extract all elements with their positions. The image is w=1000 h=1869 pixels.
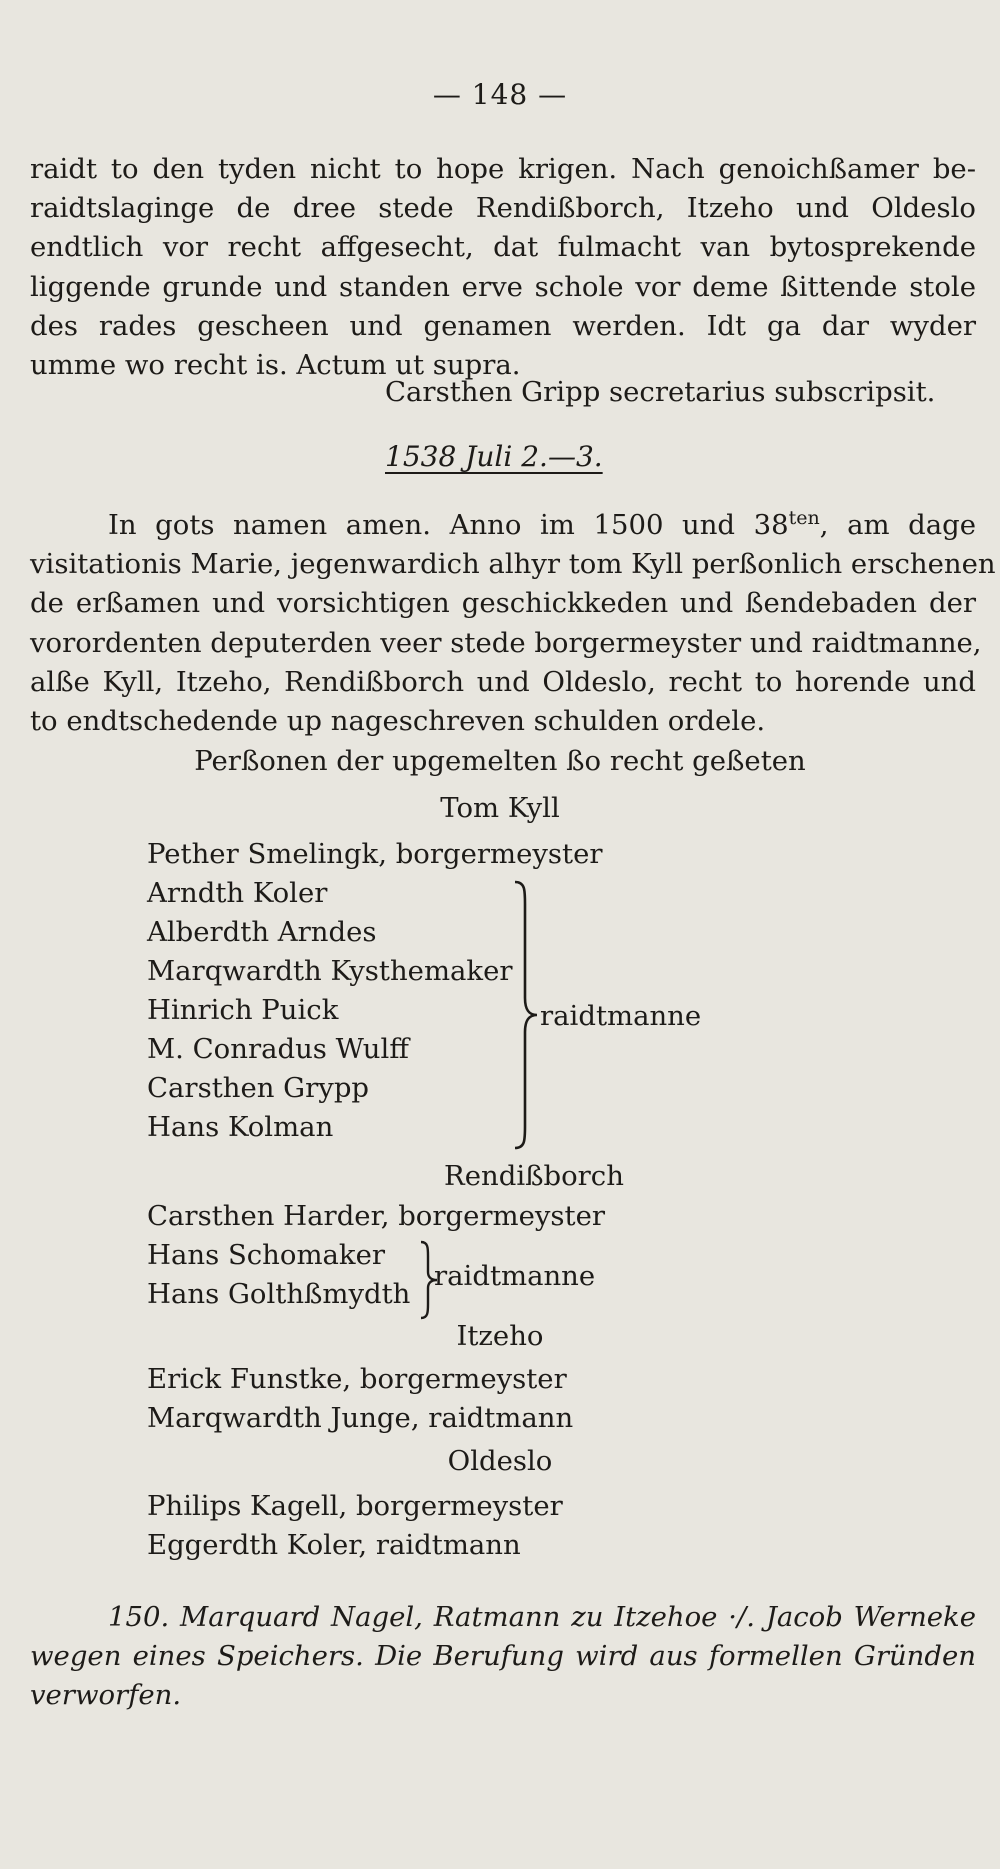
page-number: — 148 — <box>432 78 568 111</box>
group-heading-rendsburg: Rendißborch <box>444 1160 624 1192</box>
raidtmann-name: Hans Golthßmydth <box>147 1278 411 1310</box>
raidtmann-name: M. Conradus Wulff <box>147 1033 409 1065</box>
text-line: raidt to den tyden nicht to hope krigen. Nach genoichßamer be- <box>30 153 976 185</box>
borgermeyster-rendsburg: Carsthen Harder, borgermeyster <box>147 1200 605 1232</box>
text-line: vorordenten deputerden veer stede borgermeyster und raidtmanne, <box>30 626 982 659</box>
text-line: liggende grunde und standen erve schole vor deme ßittende stole <box>30 270 976 303</box>
raidtmann-name: Hinrich Puick <box>147 994 339 1026</box>
text-line: 150. Marquard Nagel, Ratmann zu Itzehoe ·/. Jacob Werneke <box>108 1601 976 1633</box>
text-line: des rades gescheen und genamen werden. Idt ga dar wyder <box>30 309 976 342</box>
signature-line: Carsthen Gripp secretarius subscripsit. <box>385 376 936 408</box>
member-line: Erick Funstke, borgermeyster <box>147 1363 567 1395</box>
text-line: In gots namen amen. Anno im 1500 und $38^{ten}$, am dage <box>108 506 976 541</box>
raidtmann-name: Carsthen Grypp <box>147 1072 370 1104</box>
raidtmann-name: Arndth Koler <box>147 877 328 909</box>
raidtmann-name: Marqwardth Kysthemaker <box>147 955 513 987</box>
text-line: verworfen. <box>30 1679 182 1711</box>
member-line: Philips Kagell, borgermeyster <box>147 1490 563 1522</box>
raidtmanne-label: raidtmanne <box>434 1260 596 1292</box>
paragraph-closing <box>30 150 976 385</box>
borgermeyster-kyll: Pether Smelingk, borgermeyster <box>147 838 603 870</box>
superscript: ten <box>788 506 820 529</box>
member-line: Eggerdth Koler, raidtmann <box>147 1529 521 1561</box>
raidtmanne-label: raidtmanne <box>540 1000 702 1032</box>
persons-heading: Perßonen der upgemelten ßo recht geßeten <box>194 745 806 777</box>
curly-brace-icon <box>511 880 541 1150</box>
member-line: Marqwardth Junge, raidtmann <box>147 1402 574 1434</box>
text-line: alße Kyll, Itzeho, Rendißborch und Oldeslo, recht to horende und <box>30 665 976 698</box>
text-line: wegen eines Speichers. Die Berufung wird aus formellen Gründen <box>30 1640 976 1672</box>
group-heading-itzeho: Itzeho <box>456 1320 544 1352</box>
raidtmann-name: Alberdth Arndes <box>147 916 377 948</box>
group-heading-kyll: Tom Kyll <box>440 792 560 824</box>
date-heading: 1538 Juli 2.—3. <box>385 440 603 473</box>
raidtmann-name: Hans Schomaker <box>147 1239 386 1271</box>
text-line: to endtschedende up nageschreven schulden ordele. <box>30 705 766 738</box>
text-line: endtlich vor recht affgesecht, dat fulmacht van bytosprekende <box>30 231 976 264</box>
text-line: raidtslaginge de dree stede Rendißborch, Itzeho und Oldeslo <box>30 192 976 225</box>
text-line: visitationis Marie, jegenwardich alhyr tom Kyll perßonlich erschenen <box>30 548 996 581</box>
next-entry-heading <box>30 1598 976 1715</box>
text-line: umme wo recht is. Actum ut supra. <box>30 349 521 382</box>
paragraph-opening <box>30 506 996 741</box>
raidtmann-name: Hans Kolman <box>147 1111 334 1143</box>
group-heading-oldeslo: Oldeslo <box>447 1445 553 1477</box>
text-line: de erßamen und vorsichtigen geschickkeden und ßendebaden der <box>30 587 976 620</box>
